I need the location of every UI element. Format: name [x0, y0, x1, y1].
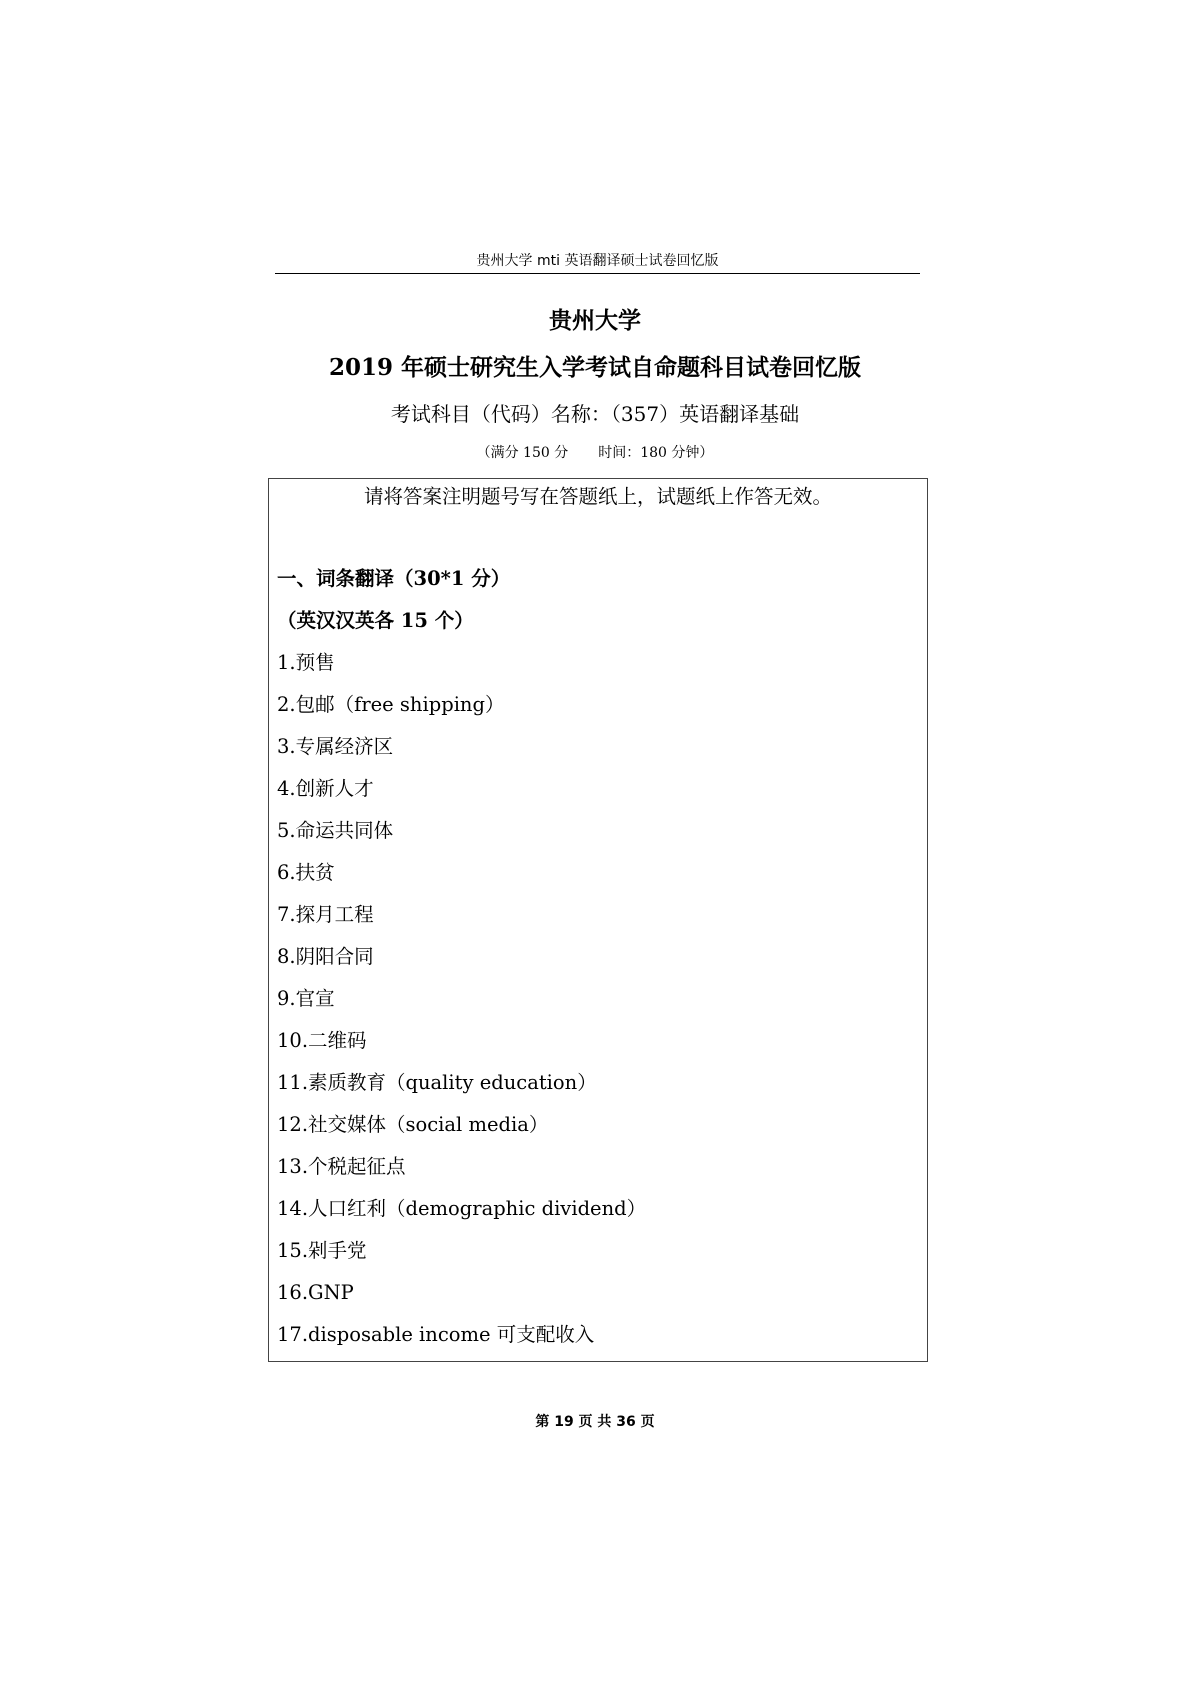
running-header: 贵州大学 mti 英语翻译硕士试卷回忆版 — [476, 253, 719, 269]
list-item: 4.创新人才 — [277, 777, 374, 800]
section-subtitle: （英汉汉英各 15 个） — [277, 609, 474, 632]
list-item: 5.命运共同体 — [277, 819, 394, 842]
university-title: 贵州大学 — [549, 307, 641, 334]
list-item: 13.个税起征点 — [277, 1155, 406, 1178]
header-rule — [275, 273, 920, 274]
list-item: 15.剁手党 — [277, 1239, 367, 1262]
list-item: 2.包邮（free shipping） — [277, 693, 505, 716]
full-score: （满分 150 分 — [476, 445, 569, 461]
exam-title: 2019 年硕士研究生入学考试自命题科目试卷回忆版 — [328, 354, 862, 381]
subject-line: 考试科目（代码）名称：（357）英语翻译基础 — [390, 402, 800, 426]
list-item: 9.官宣 — [277, 987, 335, 1010]
question-box — [268, 478, 928, 1362]
list-item: 10.二维码 — [277, 1029, 367, 1052]
list-item: 1.预售 — [277, 651, 335, 674]
list-item: 8.阴阳合同 — [277, 945, 374, 968]
list-item: 14.人口红利（demographic dividend） — [277, 1197, 647, 1220]
list-item: 3.专属经济区 — [277, 735, 394, 758]
list-item: 17.disposable income 可支配收入 — [277, 1323, 595, 1346]
exam-time: 时间：180 分钟） — [598, 445, 714, 461]
list-item: 6.扶贫 — [277, 861, 335, 884]
list-item: 11.素质教育（quality education） — [277, 1071, 597, 1094]
list-item: 7.探月工程 — [277, 903, 374, 926]
page-number: 第 19 页 共 36 页 — [535, 1414, 655, 1430]
score-info — [0, 443, 1190, 463]
list-item: 12.社交媒体（social media） — [277, 1113, 549, 1136]
section-title: 一、词条翻译（30*1 分） — [277, 567, 511, 590]
instruction-text: 请将答案注明题号写在答题纸上，试题纸上作答无效。 — [363, 485, 832, 508]
list-item: 16.GNP — [277, 1281, 354, 1304]
